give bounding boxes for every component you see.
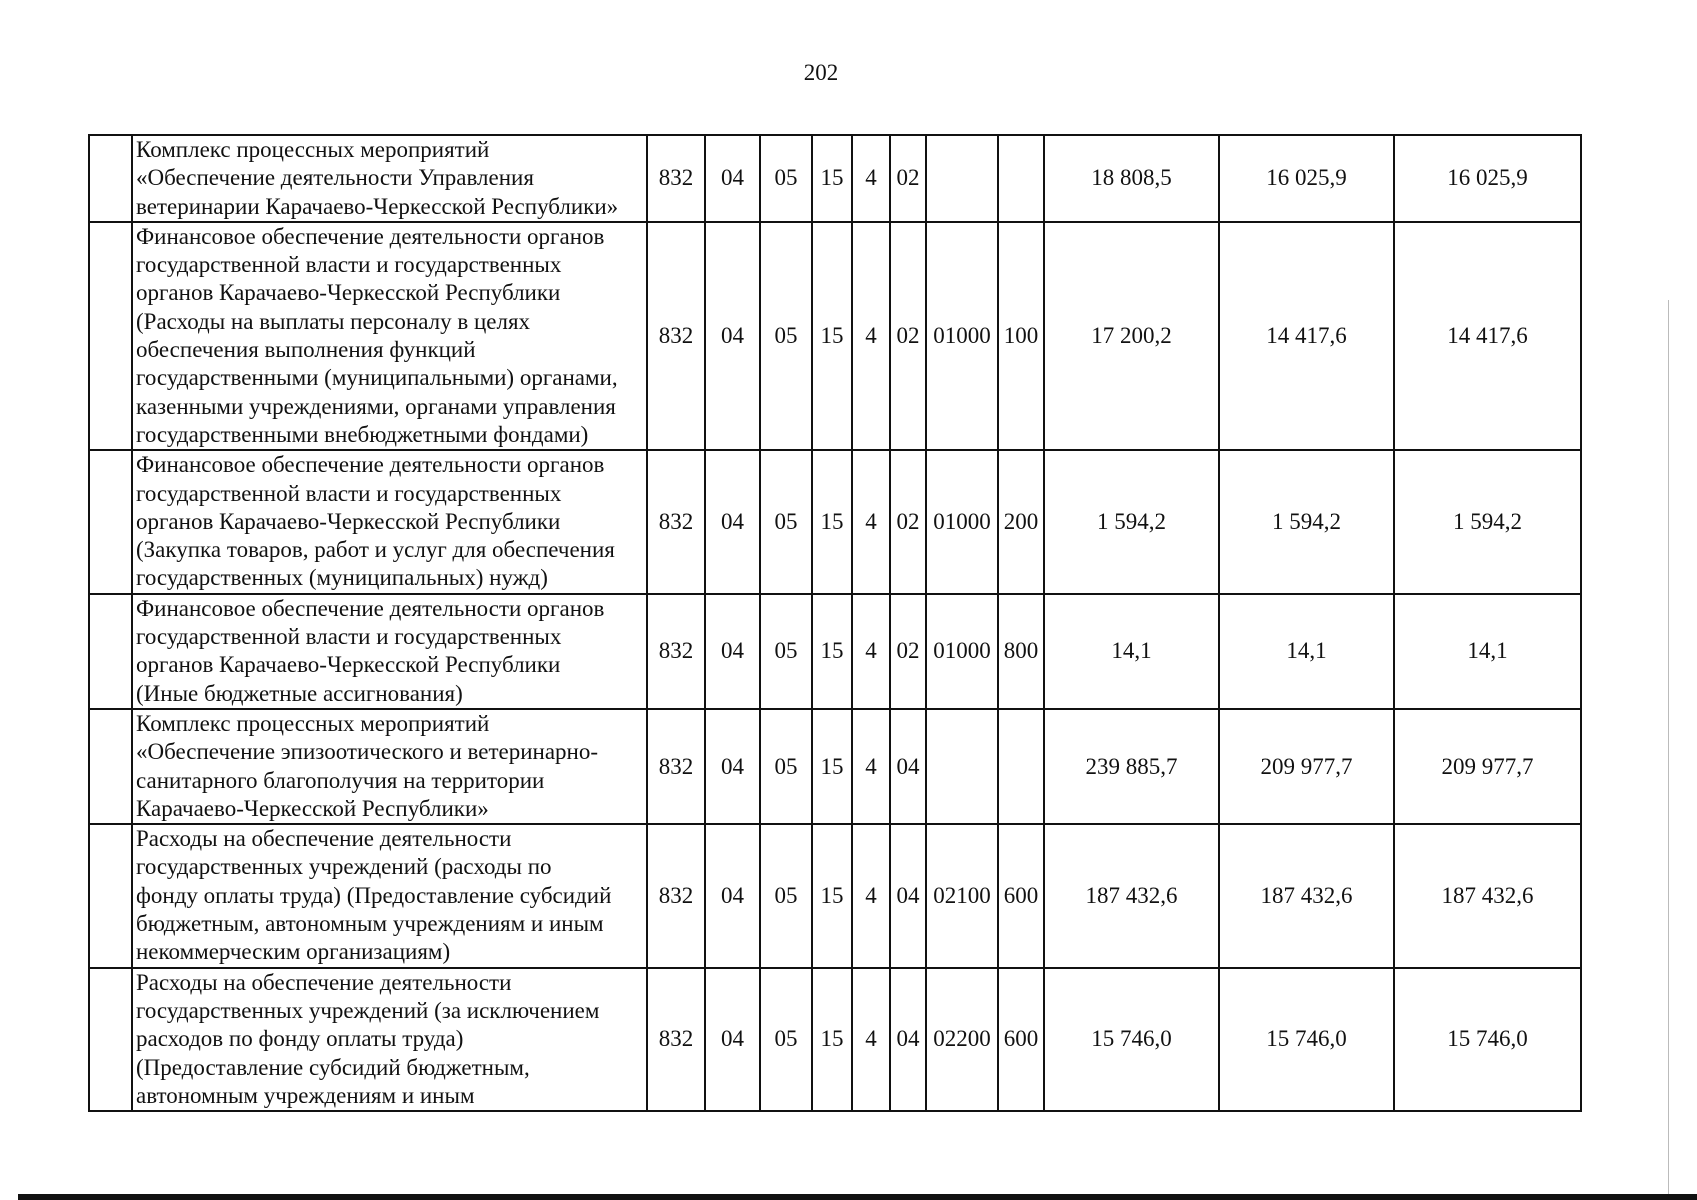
table-row bbox=[89, 222, 1581, 450]
section-code-cell: 04 bbox=[705, 222, 760, 450]
amount-year-3-cell: 14,1 bbox=[1394, 594, 1581, 709]
budget-table bbox=[88, 134, 1582, 1112]
scan-edge-line bbox=[1668, 300, 1669, 1200]
subsection-code-cell: 05 bbox=[760, 968, 812, 1111]
ministry-code-cell: 832 bbox=[647, 709, 705, 824]
complex-code-cell: 04 bbox=[890, 968, 926, 1111]
ministry-code-cell: 832 bbox=[647, 222, 705, 450]
amount-year-2-cell: 14 417,6 bbox=[1219, 222, 1394, 450]
subsection-code-cell: 05 bbox=[760, 135, 812, 222]
ministry-code-cell: 832 bbox=[647, 450, 705, 593]
page-number: 202 bbox=[803, 60, 839, 85]
direction-code-cell: 02100 bbox=[926, 824, 998, 967]
program-code-cell: 15 bbox=[812, 594, 852, 709]
structure-type-cell: 4 bbox=[852, 135, 890, 222]
program-code-cell: 15 bbox=[812, 450, 852, 593]
direction-code-cell bbox=[926, 135, 998, 222]
direction-code-cell: 01000 bbox=[926, 594, 998, 709]
amount-year-3-cell: 15 746,0 bbox=[1394, 968, 1581, 1111]
direction-code-cell bbox=[926, 709, 998, 824]
row-number-cell bbox=[89, 824, 132, 967]
program-code-cell: 15 bbox=[812, 222, 852, 450]
amount-year-2-cell: 209 977,7 bbox=[1219, 709, 1394, 824]
subsection-code-cell: 05 bbox=[760, 222, 812, 450]
amount-year-1-cell: 15 746,0 bbox=[1044, 968, 1219, 1111]
structure-type-cell: 4 bbox=[852, 709, 890, 824]
expense-type-cell: 200 bbox=[998, 450, 1044, 593]
section-code-cell: 04 bbox=[705, 709, 760, 824]
program-code-cell: 15 bbox=[812, 968, 852, 1111]
expense-type-cell: 600 bbox=[998, 968, 1044, 1111]
amount-year-2-cell: 1 594,2 bbox=[1219, 450, 1394, 593]
amount-year-2-cell: 16 025,9 bbox=[1219, 135, 1394, 222]
direction-code-cell: 02200 bbox=[926, 968, 998, 1111]
amount-year-3-cell: 1 594,2 bbox=[1394, 450, 1581, 593]
expense-type-cell bbox=[998, 709, 1044, 824]
complex-code-cell: 02 bbox=[890, 222, 926, 450]
table-row bbox=[89, 450, 1581, 593]
expense-type-cell: 100 bbox=[998, 222, 1044, 450]
direction-code-cell: 01000 bbox=[926, 222, 998, 450]
amount-year-1-cell: 18 808,5 bbox=[1044, 135, 1219, 222]
table-row bbox=[89, 824, 1581, 967]
amount-year-2-cell: 187 432,6 bbox=[1219, 824, 1394, 967]
expense-type-cell: 600 bbox=[998, 824, 1044, 967]
expense-name-cell: Расходы на обеспечение деятельности государственных учреждений (расходы по фонду оплаты труда) (Предоставление субсидий бюджетным, автономным учреждениям и иным некоммерческим организациям) bbox=[132, 824, 647, 967]
ministry-code-cell: 832 bbox=[647, 824, 705, 967]
expense-name-cell: Комплекс процессных мероприятий «Обеспечение эпизоотического и ветеринарно- санитарного благополучия на территории Карачаево-Черкесской Республики» bbox=[132, 709, 647, 824]
ministry-code-cell: 832 bbox=[647, 135, 705, 222]
row-number-cell bbox=[89, 135, 132, 222]
expense-name-cell: Финансовое обеспечение деятельности органов государственной власти и государственных органов Карачаево-Черкесской Республики (Закупка товаров, работ и услуг для обеспечения государственных (муниципальных) нужд) bbox=[132, 450, 647, 593]
section-code-cell: 04 bbox=[705, 135, 760, 222]
table-body bbox=[89, 135, 1581, 1111]
table-row bbox=[89, 709, 1581, 824]
amount-year-1-cell: 14,1 bbox=[1044, 594, 1219, 709]
structure-type-cell: 4 bbox=[852, 968, 890, 1111]
expense-name-cell: Расходы на обеспечение деятельности государственных учреждений (за исключением расходов по фонду оплаты труда) (Предоставление субсидий бюджетным, автономным учреждениям и иным bbox=[132, 968, 647, 1111]
section-code-cell: 04 bbox=[705, 594, 760, 709]
table-row bbox=[89, 135, 1581, 222]
expense-name-cell: Комплекс процессных мероприятий «Обеспечение деятельности Управления ветеринарии Карачаево-Черкесской Республики» bbox=[132, 135, 647, 222]
structure-type-cell: 4 bbox=[852, 824, 890, 967]
expense-type-cell bbox=[998, 135, 1044, 222]
section-code-cell: 04 bbox=[705, 824, 760, 967]
program-code-cell: 15 bbox=[812, 709, 852, 824]
complex-code-cell: 04 bbox=[890, 824, 926, 967]
amount-year-2-cell: 15 746,0 bbox=[1219, 968, 1394, 1111]
section-code-cell: 04 bbox=[705, 450, 760, 593]
structure-type-cell: 4 bbox=[852, 450, 890, 593]
row-number-cell bbox=[89, 222, 132, 450]
scan-bottom-border bbox=[18, 1194, 1697, 1200]
ministry-code-cell: 832 bbox=[647, 968, 705, 1111]
row-number-cell bbox=[89, 709, 132, 824]
subsection-code-cell: 05 bbox=[760, 594, 812, 709]
subsection-code-cell: 05 bbox=[760, 824, 812, 967]
amount-year-3-cell: 16 025,9 bbox=[1394, 135, 1581, 222]
expense-name-cell: Финансовое обеспечение деятельности органов государственной власти и государственных органов Карачаево-Черкесской Республики (Иные бюджетные ассигнования) bbox=[132, 594, 647, 709]
amount-year-1-cell: 239 885,7 bbox=[1044, 709, 1219, 824]
program-code-cell: 15 bbox=[812, 135, 852, 222]
table-row bbox=[89, 968, 1581, 1111]
row-number-cell bbox=[89, 968, 132, 1111]
amount-year-1-cell: 17 200,2 bbox=[1044, 222, 1219, 450]
table-row bbox=[89, 594, 1581, 709]
amount-year-3-cell: 14 417,6 bbox=[1394, 222, 1581, 450]
program-code-cell: 15 bbox=[812, 824, 852, 967]
complex-code-cell: 04 bbox=[890, 709, 926, 824]
row-number-cell bbox=[89, 594, 132, 709]
subsection-code-cell: 05 bbox=[760, 450, 812, 593]
ministry-code-cell: 832 bbox=[647, 594, 705, 709]
structure-type-cell: 4 bbox=[852, 594, 890, 709]
amount-year-2-cell: 14,1 bbox=[1219, 594, 1394, 709]
structure-type-cell: 4 bbox=[852, 222, 890, 450]
complex-code-cell: 02 bbox=[890, 450, 926, 593]
complex-code-cell: 02 bbox=[890, 594, 926, 709]
direction-code-cell: 01000 bbox=[926, 450, 998, 593]
section-code-cell: 04 bbox=[705, 968, 760, 1111]
complex-code-cell: 02 bbox=[890, 135, 926, 222]
amount-year-1-cell: 187 432,6 bbox=[1044, 824, 1219, 967]
row-number-cell bbox=[89, 450, 132, 593]
amount-year-3-cell: 187 432,6 bbox=[1394, 824, 1581, 967]
expense-type-cell: 800 bbox=[998, 594, 1044, 709]
subsection-code-cell: 05 bbox=[760, 709, 812, 824]
amount-year-3-cell: 209 977,7 bbox=[1394, 709, 1581, 824]
expense-name-cell: Финансовое обеспечение деятельности органов государственной власти и государственных органов Карачаево-Черкесской Республики (Расходы на выплаты персоналу в целях обеспечения выполнения функций государственными (муниципальными) органами, казенными учреждениями, органами управления государственными внебюджетными фондами) bbox=[132, 222, 647, 450]
amount-year-1-cell: 1 594,2 bbox=[1044, 450, 1219, 593]
